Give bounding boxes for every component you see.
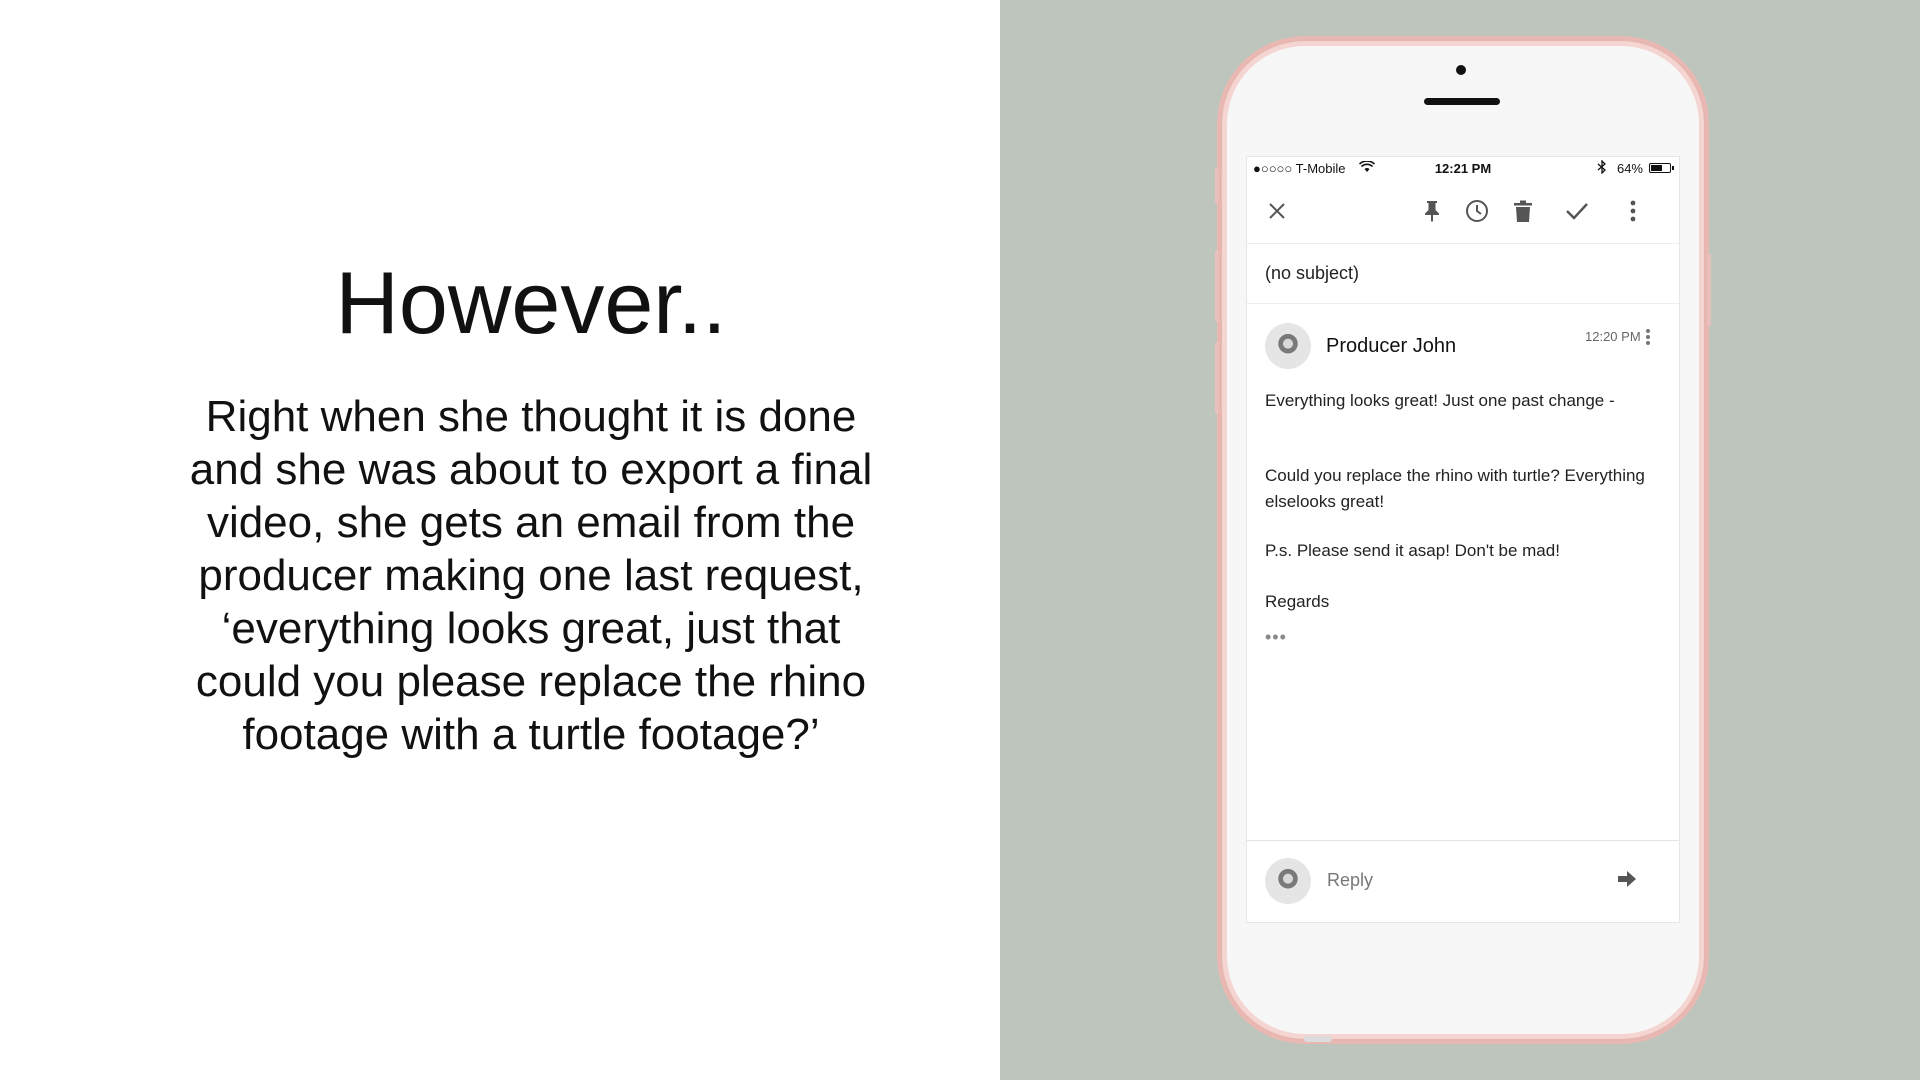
status-time: 12:21 PM: [1434, 161, 1492, 176]
message-more-icon[interactable]: [1642, 325, 1654, 349]
carrier-label: ●○○○○ T-Mobile: [1253, 161, 1346, 176]
bluetooth-icon: [1597, 160, 1607, 177]
phone-power-button: [1707, 254, 1711, 326]
message-line-1: Everything looks great! Just one past change -: [1265, 391, 1615, 410]
check-icon[interactable]: [1561, 195, 1593, 227]
battery-percent: 64%: [1616, 161, 1643, 176]
message-line-2: Could you replace the rhino with turtle? Everything elselooks great!: [1265, 466, 1645, 511]
reply-bar: [1247, 840, 1679, 922]
email-time: 12:20 PM: [1585, 329, 1641, 344]
pin-icon[interactable]: [1416, 195, 1448, 227]
sender-avatar[interactable]: [1265, 323, 1311, 369]
slide-body-text: Right when she thought it is done and she was about to export a final video, she gets an email from the producer making one last request, ‘everything looks great, just that could you please replace the rhino footage with a turtle footage?’: [189, 392, 873, 759]
subject-divider: [1247, 303, 1679, 304]
phone-mute-switch: [1215, 168, 1219, 204]
send-arrow-icon[interactable]: [1615, 867, 1643, 895]
close-icon[interactable]: [1261, 195, 1293, 227]
message-line-3: P.s. Please send it asap! Don't be mad!: [1265, 541, 1560, 560]
reply-input[interactable]: Reply: [1327, 870, 1374, 890]
home-button-edge: [1304, 1036, 1332, 1042]
trash-icon[interactable]: [1507, 195, 1539, 227]
email-toolbar: [1247, 179, 1679, 244]
battery-icon: [1649, 163, 1671, 173]
phone-camera: [1456, 65, 1466, 75]
phone-speaker: [1424, 98, 1500, 105]
message-line-4: Regards: [1265, 592, 1330, 611]
sender-name[interactable]: Producer John: [1326, 335, 1457, 357]
reply-avatar: [1265, 858, 1311, 904]
snooze-clock-icon[interactable]: [1461, 195, 1493, 227]
email-subject: (no subject): [1265, 263, 1360, 283]
show-trimmed-content[interactable]: •••: [1265, 627, 1287, 647]
phone-volume-down-button: [1215, 342, 1219, 414]
phone-volume-up-button: [1215, 250, 1219, 322]
battery-level-fill: [1651, 165, 1662, 171]
phone-screen: [1247, 157, 1679, 922]
slide-heading: However..: [335, 253, 727, 352]
more-vert-icon[interactable]: [1617, 195, 1649, 227]
status-bar: [1247, 157, 1679, 179]
